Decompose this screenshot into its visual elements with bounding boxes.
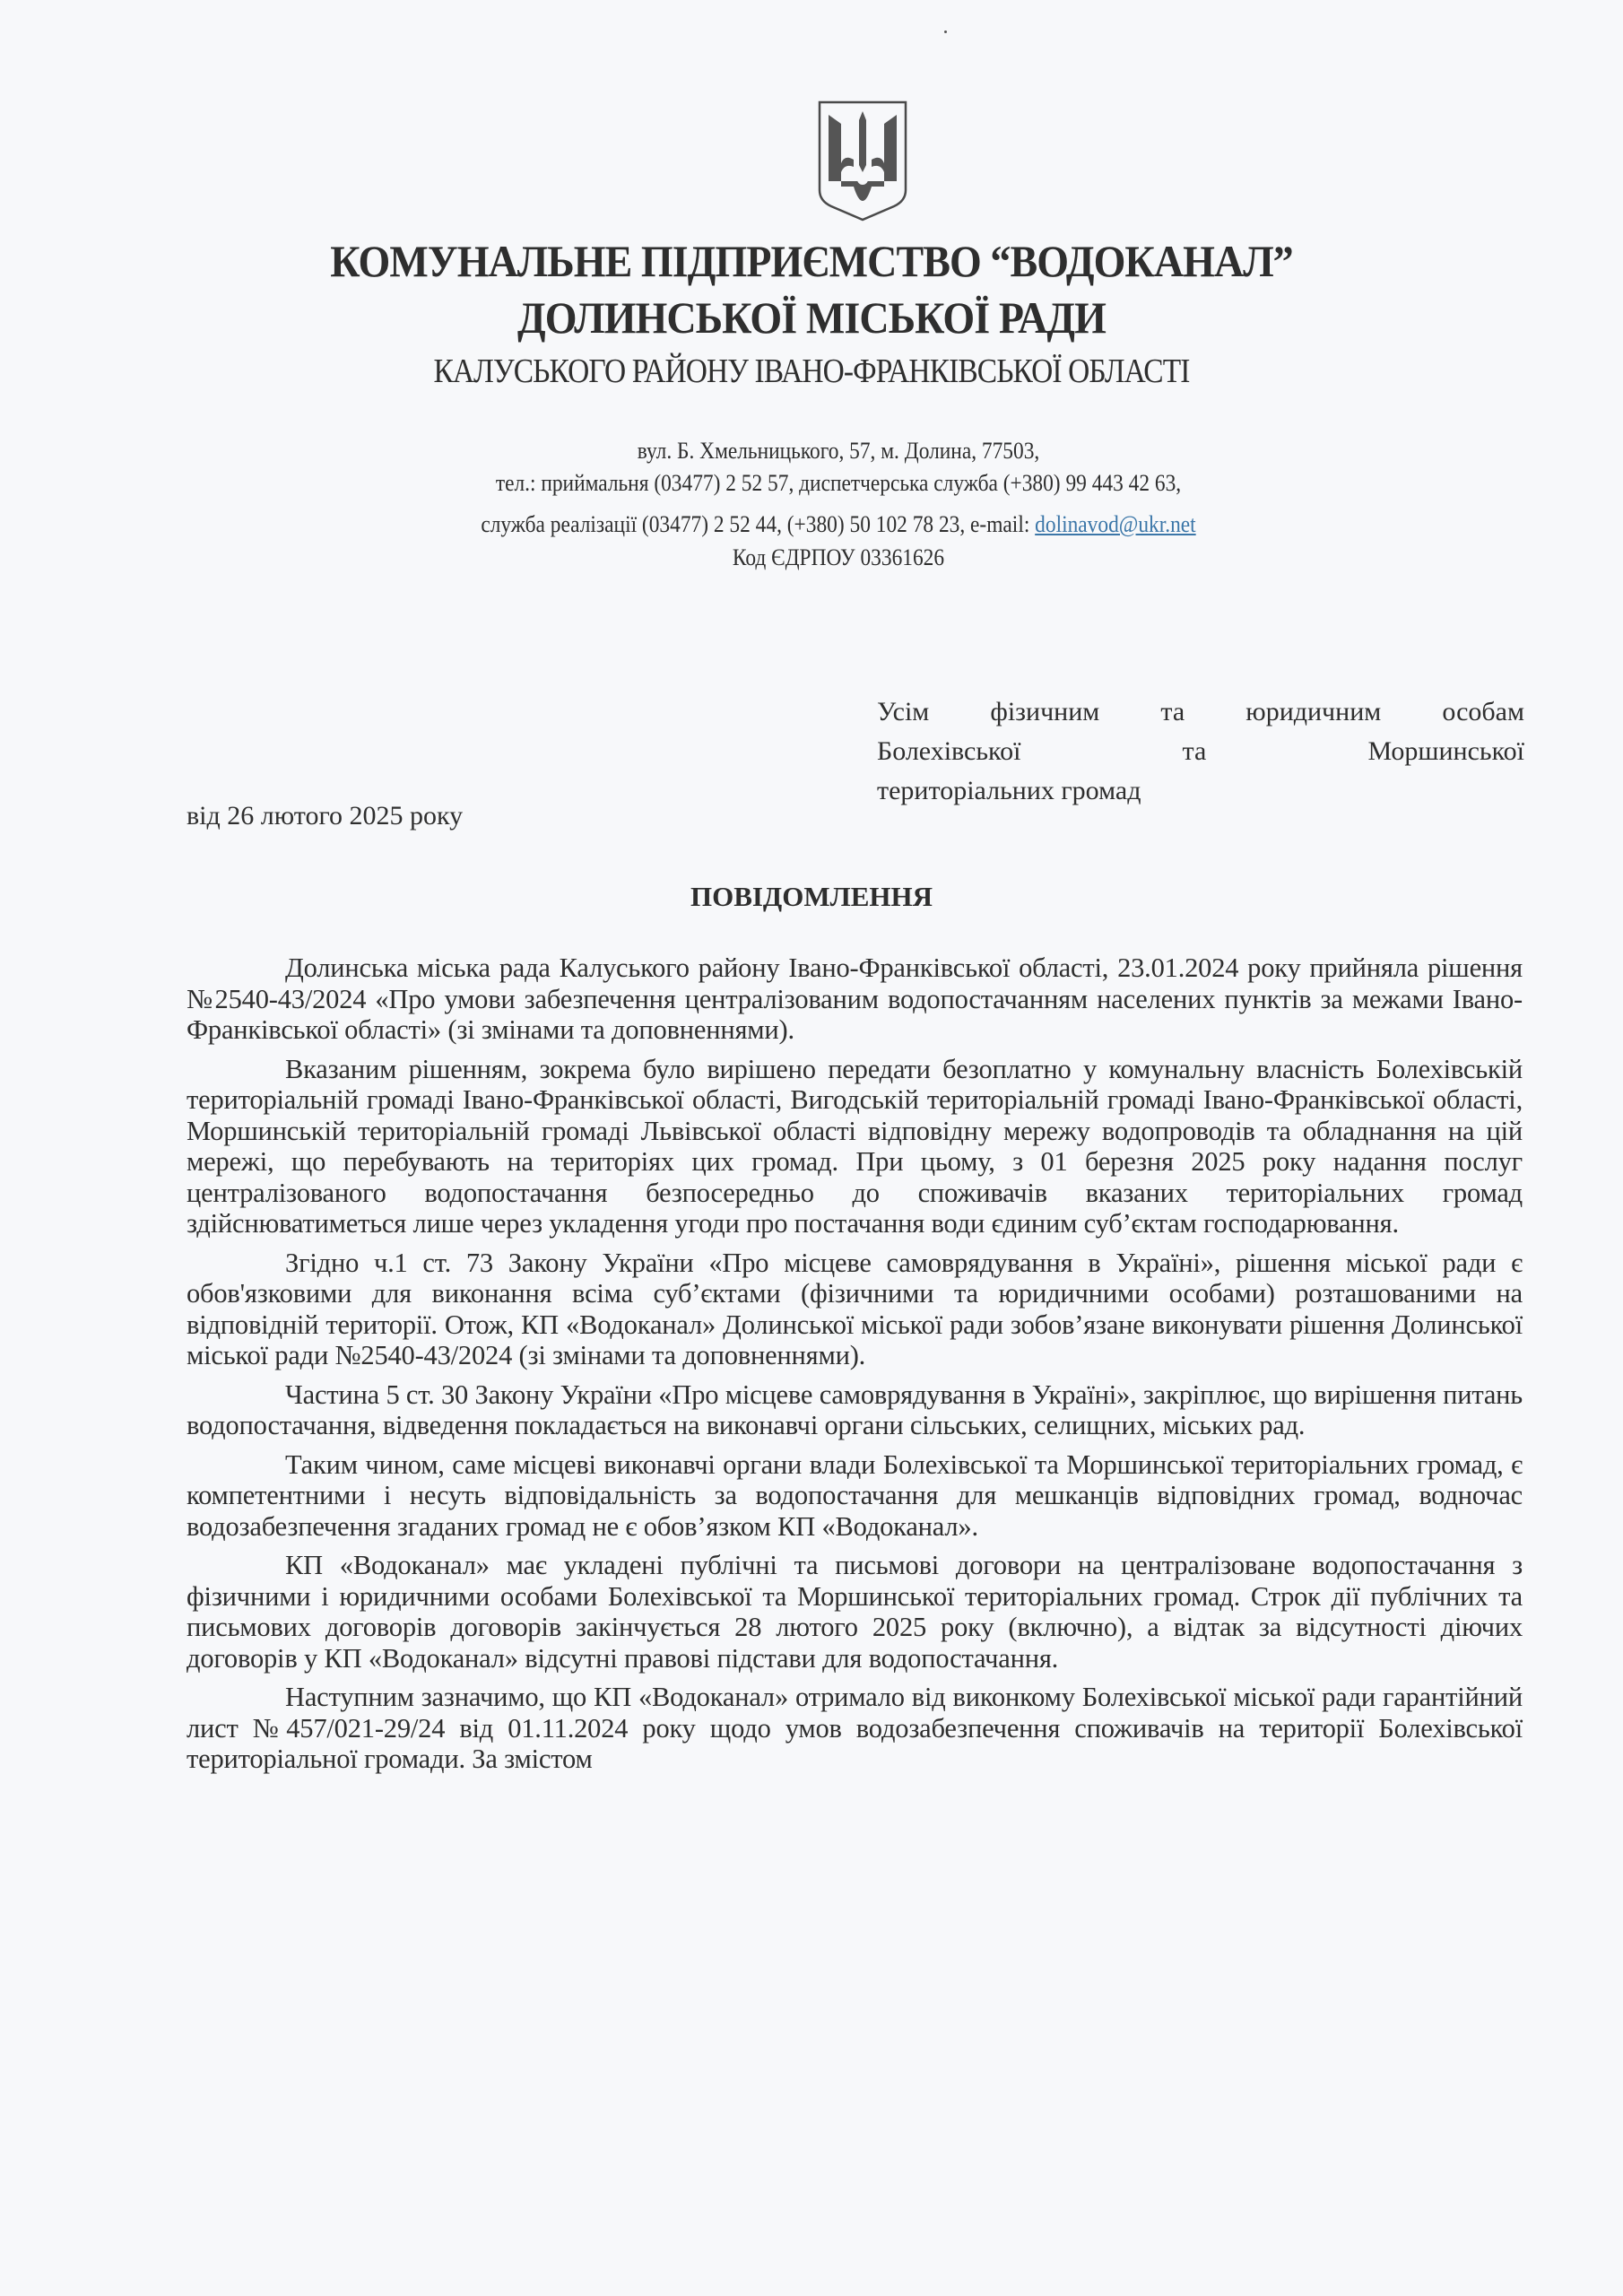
sales-contacts xyxy=(84,511,1593,538)
org-name-line2: ДОЛИНСЬКОЇ МІСЬКОЇ РАДИ xyxy=(516,292,1107,343)
recipient-line: Болехівської та Моршинської xyxy=(877,736,1524,766)
document-title: ПОВІДОМЛЕННЯ xyxy=(690,881,933,912)
document-date: від 26 лютого 2025 року xyxy=(187,801,464,831)
paragraph: Згідно ч.1 ст. 73 Закону України «Про місцеве самоврядування в Україні», рішення міської ради є обов'язковими для виконання всіма суб’єктами (фізичними та юридичними особами) розташованими на відповідній території. Отож, КП «Водоканал» Долинської міської ради зобов’язане виконувати рішення Долинської міської ради №2540-43/2024 (зі змінами та доповненнями). xyxy=(187,1247,1523,1370)
recipient-line: Усім фізичним та юридичним особам xyxy=(877,697,1524,726)
document-body xyxy=(187,952,1523,1783)
recipient-block xyxy=(877,692,1524,811)
paragraph: Вказаним рішенням, зокрема було вирішено передати безоплатно у комунальну власність Болехівській територіальній громаді Івано-Франківської області, Вигодській територіальній громаді Івано-Франківської області, Моршинській територіальній громаді Львівської області відповідну мережу водопроводів та обладнання на цій мережі, що перебувають на територіях цих громад. При цьому, з 01 березня 2025 року надання послуг централізованого водопостачання безпосередньо до споживачів вказаних територіальних громад здійснюватиметься лише через укладення угоди про постачання води єдиним суб’єктам господарювання. xyxy=(187,1053,1523,1239)
paragraph: Частина 5 ст. 30 Закону України «Про місцеве самоврядування в Україні», закріплює, що вирішення питань водопостачання, відведення покладається на виконавчі органи сільських, селищних, міських рад. xyxy=(187,1378,1523,1440)
trident-emblem-icon xyxy=(818,100,907,222)
paragraph: Наступним зазначимо, що КП «Водоканал» отримало від виконкому Болехівської міської ради гарантійний лист №457/021-29/24 від 01.11.2024 року щодо умов водозабезпечення споживачів на території Болехівської територіальної громади. За змістом xyxy=(187,1682,1523,1774)
paragraph: Долинська міська рада Калуського району Івано-Франківської області, 23.01.2024 року прийняла рішення №2540-43/2024 «Про умови забезпечення централізованим водопостачанням населених пунктів за межами Івано-Франківської області» (зі змінами та доповненнями). xyxy=(187,952,1523,1045)
edrpou-code: Код ЄДРПОУ 03361626 xyxy=(732,544,945,570)
recipient-line: територіальних громад xyxy=(877,776,1141,805)
phones: тел.: приймальня (03477) 2 52 57, диспетчерська служба (+380) 99 443 42 63, xyxy=(495,470,1182,496)
paragraph: Таким чином, саме місцеві виконавчі органи влади Болехівської та Моршинської територіальних громад, є компетентними і несуть відповідальність за водопостачання для мешканців відповідних громад, водночас водозабезпечення згаданих громад не є обов’язком КП «Водоканал». xyxy=(187,1448,1523,1542)
paragraph: КП «Водоканал» має укладені публічні та письмові договори на централізоване водопостачання з фізичними і юридичними особами Болехівської та Моршинської територіальних громад. Строк дії публічних та письмових договорів договорів закінчується 28 лютого 2025 року (включно), а відтак за відсутності діючих договорів у КП «Водоканал» відсутні правові підстави для водопостачання. xyxy=(187,1550,1523,1674)
sales-phones: служба реалізації (03477) 2 52 44, (+380) 50 102 78 23, e-mail: xyxy=(481,511,1036,537)
email-link[interactable]: dolinavod@ukr.net xyxy=(1035,511,1196,537)
address: вул. Б. Хмельницького, 57, м. Долина, 77503, xyxy=(637,438,1040,464)
org-name-line1: КОМУНАЛЬНЕ ПІДПРИЄМСТВО “ВОДОКАНАЛ” xyxy=(330,236,1293,286)
org-name-line3: КАЛУСЬКОГО РАЙОНУ ІВАНО-ФРАНКІВСЬКОЇ ОБЛАСТІ xyxy=(433,352,1190,390)
scan-speck xyxy=(944,30,947,33)
